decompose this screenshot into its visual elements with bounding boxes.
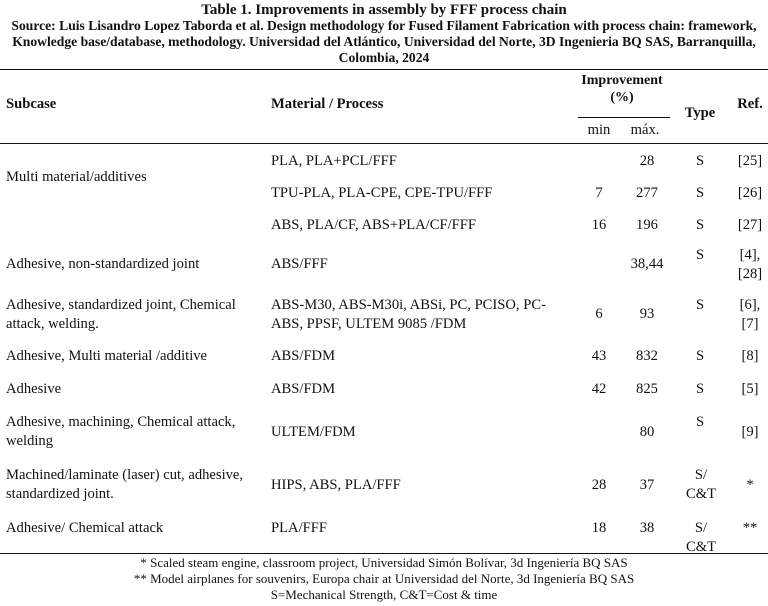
cell-max: 80 (639, 424, 655, 440)
cell-min: 18 (591, 520, 607, 536)
cell-type: S (695, 217, 705, 233)
header-type: Type (684, 105, 716, 121)
cell-ref: [5] (741, 381, 759, 397)
cell-ref: [9] (741, 424, 759, 440)
cell-max: 38 (639, 520, 655, 536)
header-improvement: Improvement (%) (581, 73, 663, 105)
cell-subcase: Machined/laminate (laser) cut, adhesive, standardized joint. (6, 467, 244, 502)
cell-ref: [4], [28] (737, 247, 763, 282)
cell-type: S (695, 185, 705, 201)
cell-subcase: Adhesive, Multi material /additive (6, 348, 208, 364)
cell-subcase: Adhesive (6, 381, 62, 397)
cell-material: ABS/FDM (271, 381, 336, 397)
cell-type: S (695, 414, 705, 430)
cell-max: 93 (639, 306, 655, 322)
cell-min: 7 (595, 185, 603, 201)
cell-ref: ** (742, 520, 758, 536)
cell-material: PLA, PLA+PCL/FFF (271, 153, 397, 169)
header-min: min (587, 122, 611, 138)
cell-material: HIPS, ABS, PLA/FFF (271, 477, 401, 493)
table-title: Table 1. Improvements in assembly by FFF process chain (201, 2, 567, 18)
cell-type: S/ C&T (686, 467, 716, 502)
cell-subcase: Adhesive, machining, Chemical attack, welding (6, 414, 236, 449)
cell-ref: * (746, 477, 754, 493)
header-material: Material / Process (271, 96, 384, 112)
top-rule (0, 69, 768, 70)
source-text: Luis Lisandro Lopez Taborda et al. Design methodology for Fused Filament Fabrication with process chain: framework, Knowledge base/database, methodology. Universidad del Atlántico, Universidad del Norte, 3D Ingenieria BQ SAS, Barranquilla, Colombia, 2024 (12, 18, 757, 65)
cell-type: S (695, 348, 705, 364)
cell-min: 42 (591, 381, 607, 397)
cell-material: ABS-M30, ABS-M30i, ABSi, PC, PCISO, PC-ABS, PPSF, ULTEM 9085 /FDM (271, 297, 546, 332)
cell-max: 37 (639, 477, 655, 493)
header-subcase: Subcase (6, 96, 57, 112)
cell-ref: [6], [7] (739, 297, 761, 332)
cell-material: TPU-PLA, PLA-CPE, CPE-TPU/FFF (271, 185, 493, 201)
cell-type: S (695, 297, 705, 313)
cell-ref: [25] (737, 153, 763, 169)
header-rule (0, 143, 768, 144)
footnote-2: ** Model airplanes for souvenirs, Europa chair at Universidad del Norte, 3d Ingeniería BQ SAS (133, 571, 635, 586)
improvement-underline (578, 117, 670, 118)
cell-material: PLA/FFF (271, 520, 327, 536)
cell-material: ABS/FDM (271, 348, 336, 364)
footnote-legend: S=Mechanical Strength, C&T=Cost & time (270, 587, 498, 602)
footnote-1: * Scaled steam engine, classroom project, Universidad Simón Bolívar, 3d Ingeniería BQ SAS (140, 555, 628, 570)
cell-min: 16 (591, 217, 607, 233)
source-label: Source: (11, 18, 56, 33)
cell-subcase: Adhesive, standardized joint, Chemical attack, welding. (6, 297, 236, 332)
bottom-rule (0, 553, 768, 554)
cell-subcase: Adhesive/ Chemical attack (6, 520, 164, 536)
cell-type: S/ C&T (686, 520, 716, 555)
cell-min: 28 (591, 477, 607, 493)
cell-max: 38,44 (630, 256, 664, 272)
header-ref: Ref. (737, 96, 763, 112)
header-max: máx. (630, 122, 660, 138)
cell-max: 832 (636, 348, 658, 364)
cell-material: ABS/FFF (271, 256, 328, 272)
cell-max: 28 (639, 153, 655, 169)
cell-ref: [8] (741, 348, 759, 364)
cell-ref: [27] (737, 217, 763, 233)
cell-subcase: Multi material/additives (6, 169, 147, 185)
cell-type: S (695, 153, 705, 169)
cell-material: ABS, PLA/CF, ABS+PLA/CF/FFF (271, 217, 476, 233)
cell-max: 277 (636, 185, 658, 201)
cell-subcase: Adhesive, non-standardized joint (6, 256, 200, 272)
cell-min: 6 (595, 306, 603, 322)
cell-material: ULTEM/FDM (271, 424, 356, 440)
cell-min: 43 (591, 348, 607, 364)
cell-max: 825 (636, 381, 658, 397)
cell-type: S (695, 381, 705, 397)
cell-max: 196 (636, 217, 658, 233)
table-source (6, 18, 762, 66)
cell-type: S (695, 247, 705, 263)
cell-ref: [26] (737, 185, 763, 201)
